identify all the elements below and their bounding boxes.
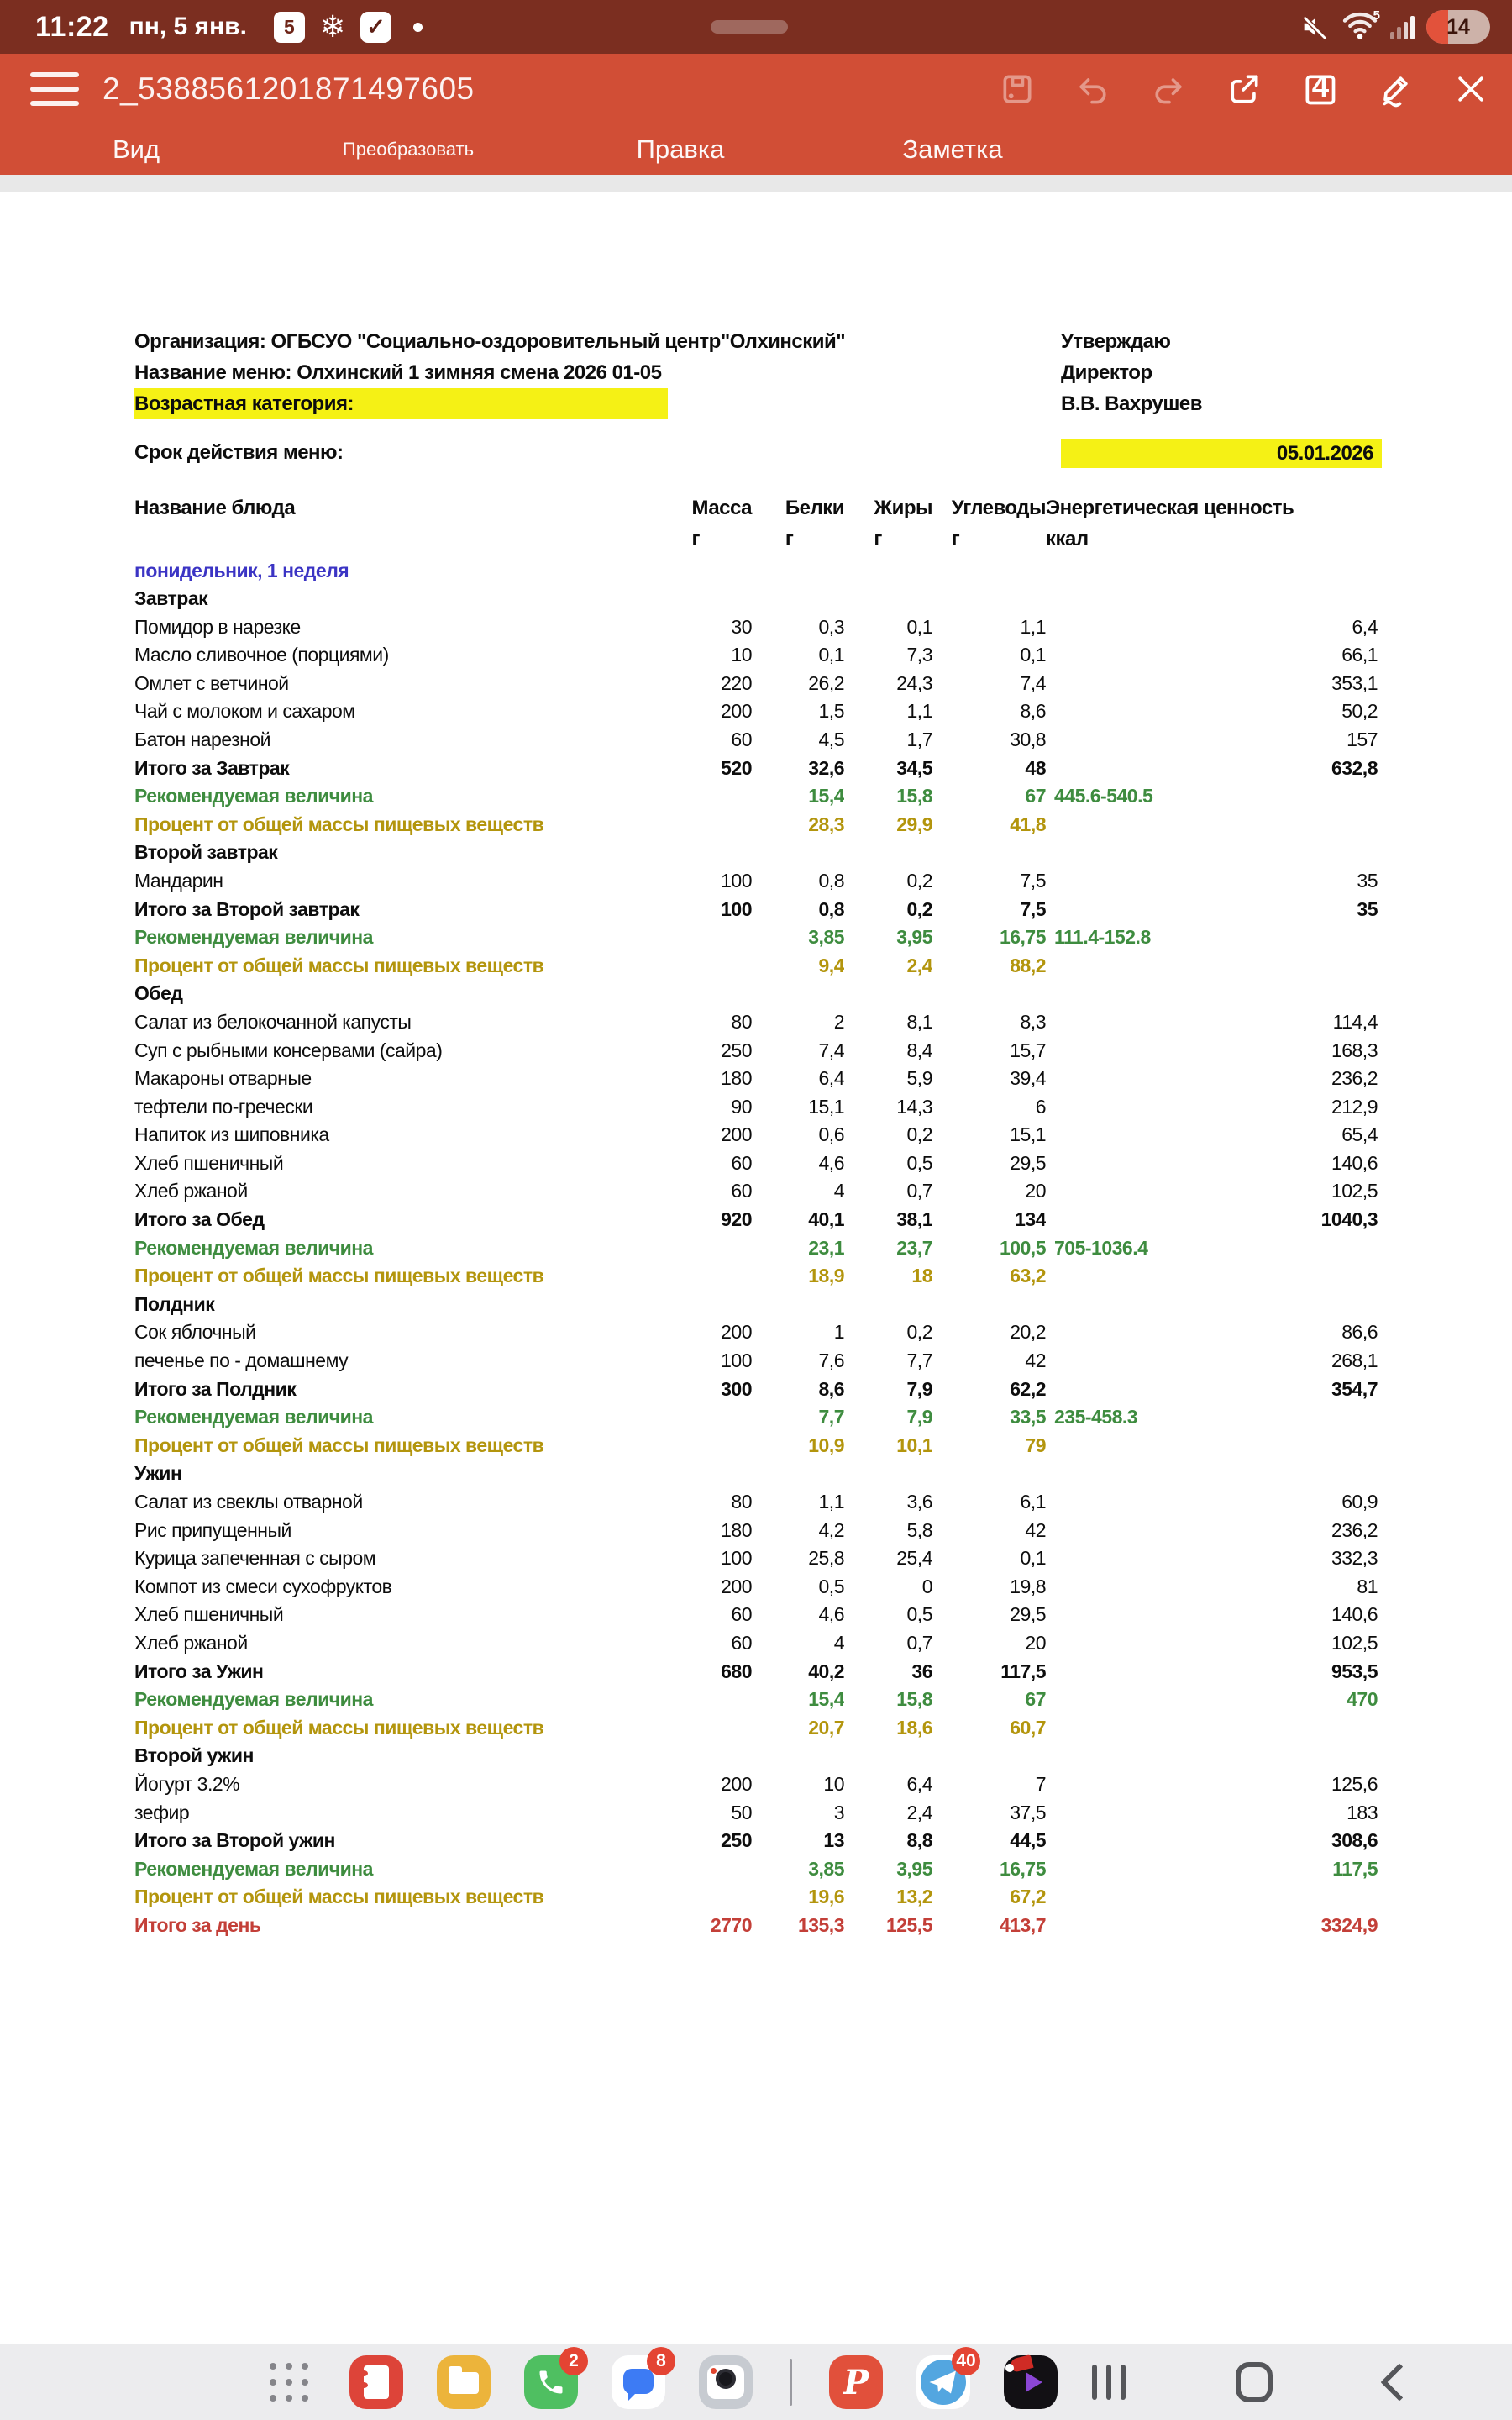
table-row: Салат из белокочанной капусты 80 2 8,1 8,3 114,4 [134, 1010, 1378, 1033]
table-row: Рекомендуемая величина 3,85 3,95 16,75 117,5 [134, 1857, 1378, 1880]
menu-view[interactable]: Вид [112, 134, 160, 164]
table-row: зефир 50 3 2,4 37,5 183 [134, 1801, 1378, 1823]
snowflake-notification-icon: ❄ [319, 9, 346, 44]
status-bar [0, 0, 1512, 54]
menu-name-line: Название меню: Олхинский 1 зимняя смена 2026 01-05 [134, 361, 662, 384]
table-row: Итого за Второй ужин 250 13 8,8 44,5 308,6 [134, 1829, 1378, 1852]
menu-table [134, 492, 1378, 1940]
svg-text:4: 4 [1311, 71, 1330, 104]
table-row: Салат из свеклы отварной 80 1,1 3,6 6,1 60,9 [134, 1491, 1378, 1512]
table-row: Йогурт 3.2% 200 10 6,4 7 125,6 [134, 1772, 1378, 1795]
table-row: Рекомендуемая величина 3,85 3,95 16,75 111.4-152.8 [134, 926, 1151, 949]
edit-pen-button[interactable] [1376, 70, 1415, 108]
table-row: Второй ужин [134, 1744, 254, 1767]
table-row: Компот из смеси сухофруктов 200 0,5 0 19,8 81 [134, 1575, 1378, 1597]
table-row: Итого за Ужин 680 40,2 36 117,5 953,5 [134, 1660, 1378, 1682]
table-row: Полдник [134, 1292, 215, 1315]
notes-app-icon[interactable] [349, 2355, 403, 2409]
menu-note[interactable]: Заметка [902, 134, 1003, 164]
table-row: Омлет с ветчиной 220 26,2 24,3 7,4 353,1 [134, 671, 1378, 694]
table-header: Название блюда Масса г Белки г Жиры г Углеводы г Энергетическая ценность ккал [134, 497, 1294, 550]
table-row: Рекомендуемая величина 23,1 23,7 100,5 705-1036.4 [134, 1236, 1148, 1259]
table-row: Итого за Второй завтрак 100 0,8 0,2 7,5 35 [134, 897, 1378, 920]
table-row: Процент от общей массы пищевых веществ 28,3 29,9 41,8 [134, 813, 1046, 835]
table-row: печенье по - домашнему 100 7,6 7,7 42 268,1 [134, 1349, 1378, 1372]
table-row: Ужин [134, 1462, 182, 1485]
table-row: Завтрак [134, 587, 208, 609]
camera-app-icon[interactable] [699, 2355, 753, 2409]
dock-divider [790, 2359, 792, 2406]
table-row: Обед [134, 982, 183, 1005]
table-row: Процент от общей массы пищевых веществ 19,6 13,2 67,2 [134, 1886, 1046, 1908]
document-header-right [1061, 326, 1202, 419]
taskbar [0, 2344, 1512, 2420]
save-button[interactable] [998, 70, 1037, 108]
page-count-button[interactable] [1300, 70, 1339, 108]
menu-bar [0, 124, 1512, 175]
battery-indicator [1426, 10, 1490, 44]
redo-button[interactable] [1149, 70, 1188, 108]
table-row: Рекомендуемая величина 15,4 15,8 67 445.6-540.5 [134, 785, 1153, 808]
telegram-app-icon[interactable] [916, 2351, 976, 2409]
calendar-notification-icon: 5 [274, 12, 305, 43]
document-title: 2_5388561201871497605 [102, 71, 475, 106]
back-button[interactable] [1373, 2355, 1426, 2409]
table-row: Процент от общей массы пищевых веществ 20,7 18,6 60,7 [134, 1716, 1046, 1739]
task-check-notification-icon: ✓ [360, 12, 391, 43]
table-row: Помидор в нарезке 30 0,3 0,1 1,1 6,4 [134, 615, 1378, 638]
table-row: Мандарин 100 0,8 0,2 7,5 35 [134, 869, 1378, 892]
battery-fill [1426, 10, 1448, 44]
director-line: Директор [1061, 361, 1152, 384]
table-row: Итого за Завтрак 520 32,6 34,5 48 632,8 [134, 756, 1378, 779]
director-name: В.В. Вахрушев [1061, 392, 1202, 415]
table-row: Процент от общей массы пищевых веществ 9,4 2,4 88,2 [134, 954, 1046, 976]
table-row: Итого за день 2770 135,3 125,5 413,7 3324,9 [134, 1913, 1378, 1936]
my-files-app-icon[interactable] [437, 2355, 491, 2409]
clock: 11:22 [35, 10, 109, 43]
organization-line: Организация: ОГБСУО "Социально-оздоровительный центр"Олхинский" [134, 330, 846, 353]
close-button[interactable] [1452, 70, 1490, 108]
document-page[interactable] [0, 192, 1512, 2344]
validity-label: Срок действия меню: [134, 441, 344, 464]
table-row: Масло сливочное (порциями) 10 0,1 7,3 0,1 66,1 [134, 644, 1378, 666]
messages-app-icon[interactable] [612, 2351, 666, 2409]
menu-edit[interactable]: Правка [636, 134, 725, 164]
notification-dot-icon [413, 23, 423, 32]
status-date: пн, 5 янв. [129, 13, 247, 40]
table-row: Напиток из шиповника 200 0,6 0,2 15,1 65,4 [134, 1123, 1378, 1146]
table-row: Процент от общей массы пищевых веществ 18,9 18 63,2 [134, 1265, 1046, 1287]
navigation-keys [1082, 2355, 1426, 2409]
table-row: Батон нарезной 60 4,5 1,7 30,8 157 [134, 728, 1378, 750]
undo-button[interactable] [1074, 70, 1112, 108]
battery-percent: 14 [1446, 14, 1470, 39]
table-row: тефтели по-гречески 90 15,1 14,3 6 212,9 [134, 1095, 1378, 1118]
polaris-office-app-icon[interactable]: P [829, 2355, 883, 2409]
telegram-badge: 40 [952, 2347, 980, 2375]
table-row: Итого за Полдник 300 8,6 7,9 62,2 354,7 [134, 1377, 1378, 1400]
table-row: Курица запеченная с сыром 100 25,8 25,4 0,1 332,3 [134, 1547, 1378, 1570]
validity-date: 05.01.2026 [1061, 439, 1382, 468]
share-button[interactable] [1225, 70, 1263, 108]
phone-badge: 2 [559, 2347, 588, 2375]
table-row: Рекомендуемая величина 7,7 7,9 33,5 235-458.3 [134, 1406, 1138, 1428]
approve-line: Утверждаю [1061, 330, 1171, 353]
table-body [134, 585, 1378, 1940]
app-toolbar [0, 54, 1512, 124]
phone-app-icon[interactable] [524, 2351, 579, 2409]
signal-strength-icon [1390, 14, 1415, 39]
mute-icon [1298, 13, 1330, 41]
hamburger-menu-icon[interactable] [30, 72, 79, 106]
recent-apps-button[interactable] [1082, 2355, 1136, 2409]
table-row: Хлеб ржаной 60 4 0,7 20 102,5 [134, 1180, 1378, 1202]
home-button[interactable] [1227, 2355, 1281, 2409]
wifi-icon: 5 [1341, 10, 1378, 45]
app-drawer-icon[interactable] [262, 2355, 316, 2409]
table-row: Рекомендуемая величина 15,4 15,8 67 470 [134, 1688, 1378, 1711]
table-row: Хлеб пшеничный 60 4,6 0,5 29,5 140,6 [134, 1603, 1378, 1626]
menu-convert[interactable]: Преобразовать [342, 139, 475, 160]
camera-notch [711, 20, 788, 34]
age-category-line: Возрастная категория: [134, 388, 668, 419]
table-row: Второй завтрак [134, 841, 278, 864]
week-label: понидельник, 1 неделя [134, 560, 349, 581]
table-row: Макароны отварные 180 6,4 5,9 39,4 236,2 [134, 1067, 1378, 1090]
table-row: Процент от общей массы пищевых веществ 10,9 10,1 79 [134, 1434, 1046, 1456]
page-top-margin [0, 175, 1512, 192]
table-row: Суп с рыбными консервами (сайра) 250 7,4 8,4 15,7 168,3 [134, 1039, 1378, 1061]
table-row: Сок яблочный 200 1 0,2 20,2 86,6 [134, 1321, 1378, 1344]
messages-badge: 8 [647, 2347, 675, 2375]
media-app-icon[interactable] [1004, 2355, 1058, 2409]
table-row: Хлеб ржаной 60 4 0,7 20 102,5 [134, 1631, 1378, 1654]
table-row: Итого за Обед 920 40,1 38,1 134 1040,3 [134, 1208, 1378, 1231]
table-row: Рис припущенный 180 4,2 5,8 42 236,2 [134, 1518, 1378, 1541]
document-header-left [134, 326, 845, 419]
table-row: Хлеб пшеничный 60 4,6 0,5 29,5 140,6 [134, 1151, 1378, 1174]
table-row: Чай с молоком и сахаром 200 1,5 1,1 8,6 50,2 [134, 700, 1378, 723]
